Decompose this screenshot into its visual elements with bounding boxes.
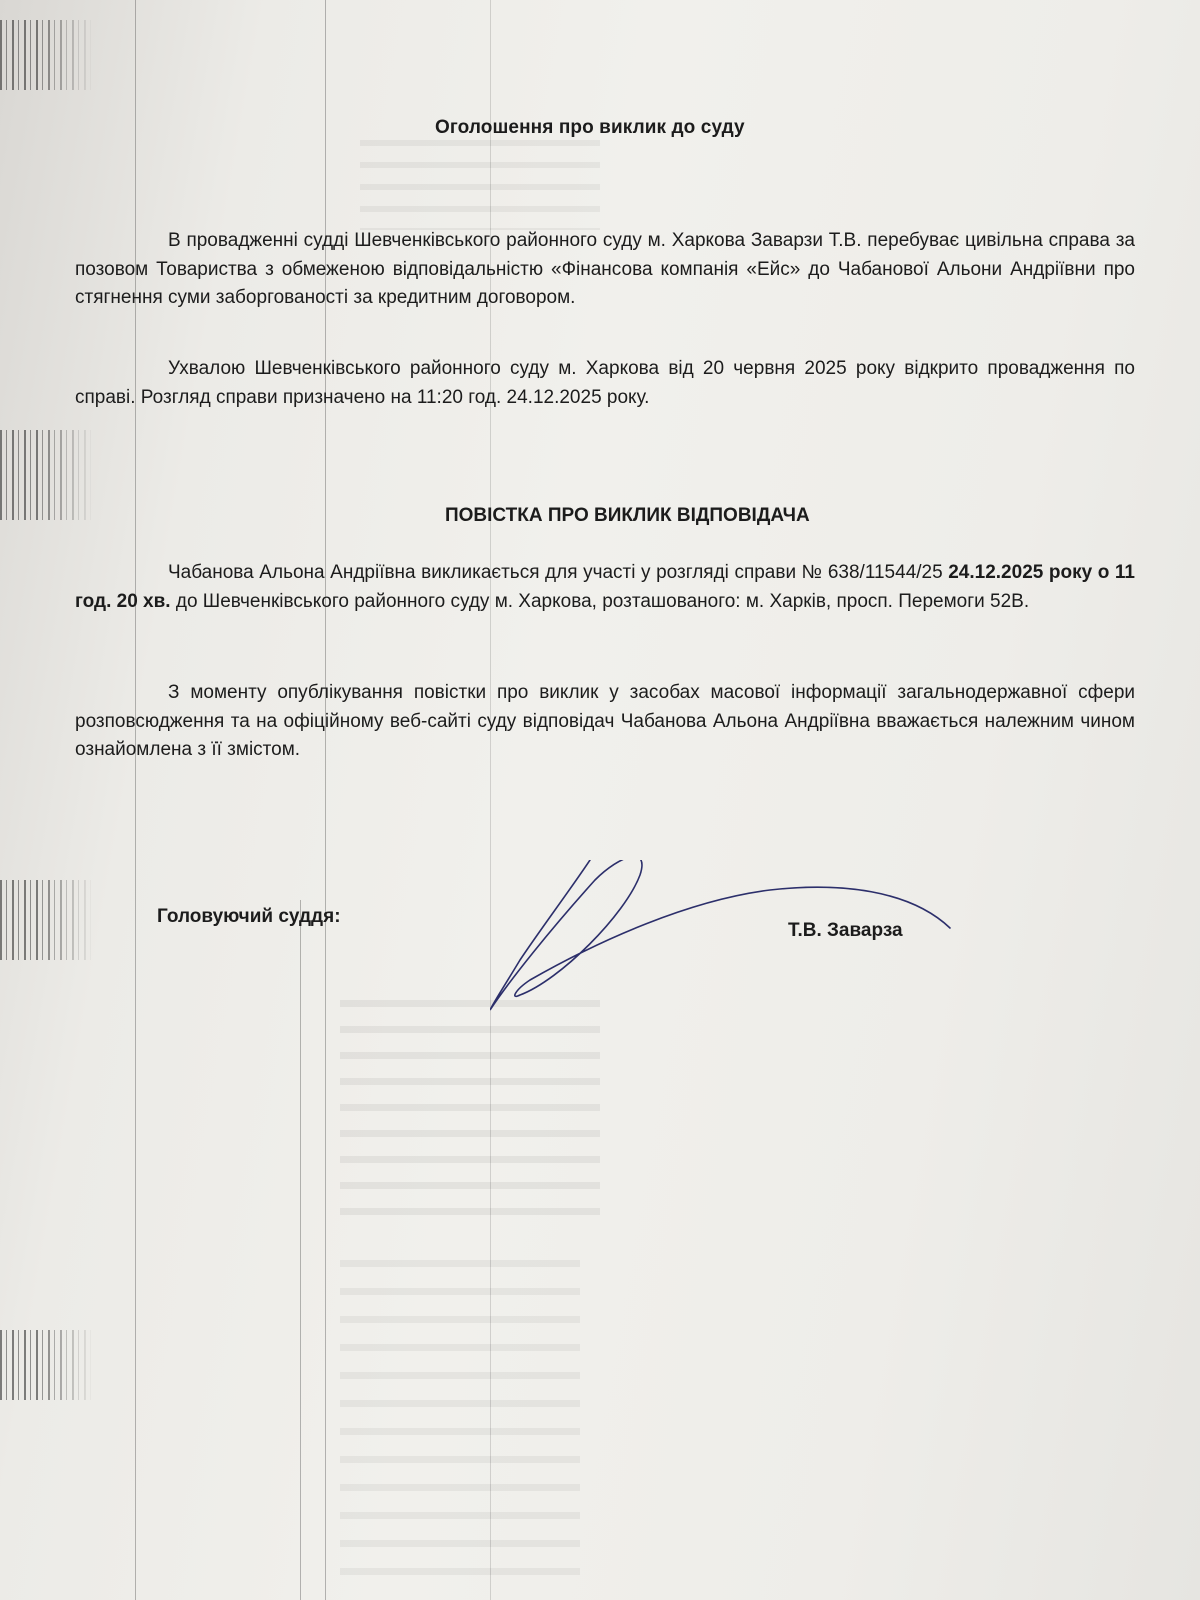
scan-streak [0,20,95,90]
handwritten-signature [490,860,960,1020]
subpoena-text-start: Чабанова Альона Андріївна викликається для участі у розгляді справи № 638/11544/25 [168,562,949,583]
hearing-datetime: 24.12.2025 року о 11 год. 20 хв. [75,562,1135,612]
signer-name: Т.В. Заварза [788,920,903,941]
scan-streak [0,880,95,960]
paragraph-subpoena [75,559,1135,616]
signer-label: Головуючий суддя: [157,906,341,927]
bleed-through [340,1260,580,1590]
paragraph-hearing-schedule: Ухвалою Шевченківського районного суду м. Харкова від 20 червня 2025 року відкрито провадження по справі. Розгляд справи призначено на 11:20 год. 24.12.2025 року. [75,358,1135,408]
bleed-through [360,140,600,230]
subpoena-heading: ПОВІСТКА ПРО ВИКЛИК ВІДПОВІДАЧА [445,505,810,526]
scan-streak [0,1330,95,1400]
bleed-through [340,1000,600,1230]
document-title: Оголошення про виклик до суду [435,117,745,138]
scan-line [300,900,301,1600]
paragraph-case-description: В провадженні судді Шевченківського районного суду м. Харкова Заварзи Т.В. перебуває цивільна справа за позовом Товариства з обмеженою відповідальністю «Фінансова компанія «Ейс» до Чабанової Альони Андріївни про стягнення суми заборгованості за кредитним договором. [75,230,1135,308]
scan-streak [0,430,95,520]
subpoena-text-end: до Шевченківського районного суду м. Харкова, розташованого: м. Харків, просп. Перемоги 52В. [170,590,1030,612]
paragraph-publication-notice: З моменту опублікування повістки про виклик у засобах масової інформації загальнодержавної сфери розповсюдження та на офіційному веб-сайті суду відповідач Чабанова Альона Андріївна вважається належним чином ознайомлена з її змістом. [75,682,1135,760]
